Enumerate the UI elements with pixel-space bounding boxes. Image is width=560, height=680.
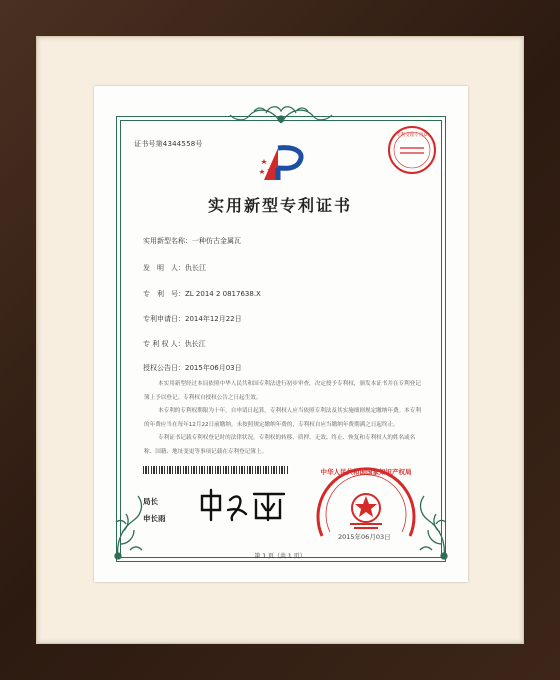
page-number: 第 1 页（共 1 页） bbox=[254, 553, 306, 560]
field-label: 专 利 号： bbox=[143, 290, 185, 298]
field-label: 发 明 人： bbox=[143, 264, 185, 272]
field-value: 仇长江 bbox=[184, 340, 206, 348]
bureau-title: 局长 bbox=[143, 497, 158, 506]
field-value: 一种仿古金属瓦 bbox=[192, 237, 241, 245]
certificate-body bbox=[144, 378, 422, 460]
field-row-patentee bbox=[143, 339, 206, 349]
barcode bbox=[143, 466, 289, 474]
field-label: 实用新型名称： bbox=[143, 237, 192, 245]
field-value: 仇长江 bbox=[185, 264, 206, 272]
field-row-grant-date bbox=[143, 363, 242, 373]
seal-text: 中华人民共和国国家知识产权局 bbox=[320, 468, 412, 476]
field-row-inventor bbox=[143, 263, 206, 273]
body-paragraph: 专利证书记载专利权登记时的法律状况。专利权的转移、质押、无效、终止、恢复和专利权人的姓名或名称、国籍、地址变更等事项记载在专利登记簿上。 bbox=[144, 435, 416, 455]
field-row-application-date bbox=[143, 314, 242, 324]
stamp-text: 专利受理专用章 bbox=[396, 133, 428, 138]
field-label: 专利申请日： bbox=[143, 315, 185, 323]
field-label: 授权公告日： bbox=[143, 364, 185, 372]
field-value: 2015年06月03日 bbox=[185, 364, 242, 372]
field-value: 2014年12月22日 bbox=[185, 315, 242, 323]
field-value: ZL 2014 2 0817638.X bbox=[185, 290, 261, 298]
field-label: 专 利 权 人： bbox=[143, 340, 185, 348]
director-signature bbox=[198, 486, 290, 522]
certificate-number: 证书号第4344558号 bbox=[134, 140, 203, 148]
body-paragraph: 本专利的专利权期限为十年，自申请日起算。专利权人应当依照专利法及其实施细则规定缴纳年费。本专利的年费应当在每年12月22日前缴纳。未按照规定缴纳年费的，专利权自应当缴纳年费期满之日起终止。 bbox=[144, 408, 421, 428]
seal-date: 2015年06月03日 bbox=[338, 533, 391, 541]
top-ornament bbox=[226, 103, 336, 127]
body-paragraph: 本实用新型经过本局依照中华人民共和国专利法进行初步审查，决定授予专利权，颁发本证书并在专利登记簿上予以登记。专利权自授权公告之日起生效。 bbox=[144, 381, 421, 401]
certificate-title: 实用新型专利证书 bbox=[207, 196, 352, 215]
bureau-director-name: 申长雨 bbox=[143, 514, 166, 523]
acceptance-stamp bbox=[386, 124, 438, 176]
field-row-patent-number bbox=[143, 289, 261, 299]
field-row-name bbox=[143, 236, 241, 246]
patent-office-logo bbox=[256, 140, 308, 184]
